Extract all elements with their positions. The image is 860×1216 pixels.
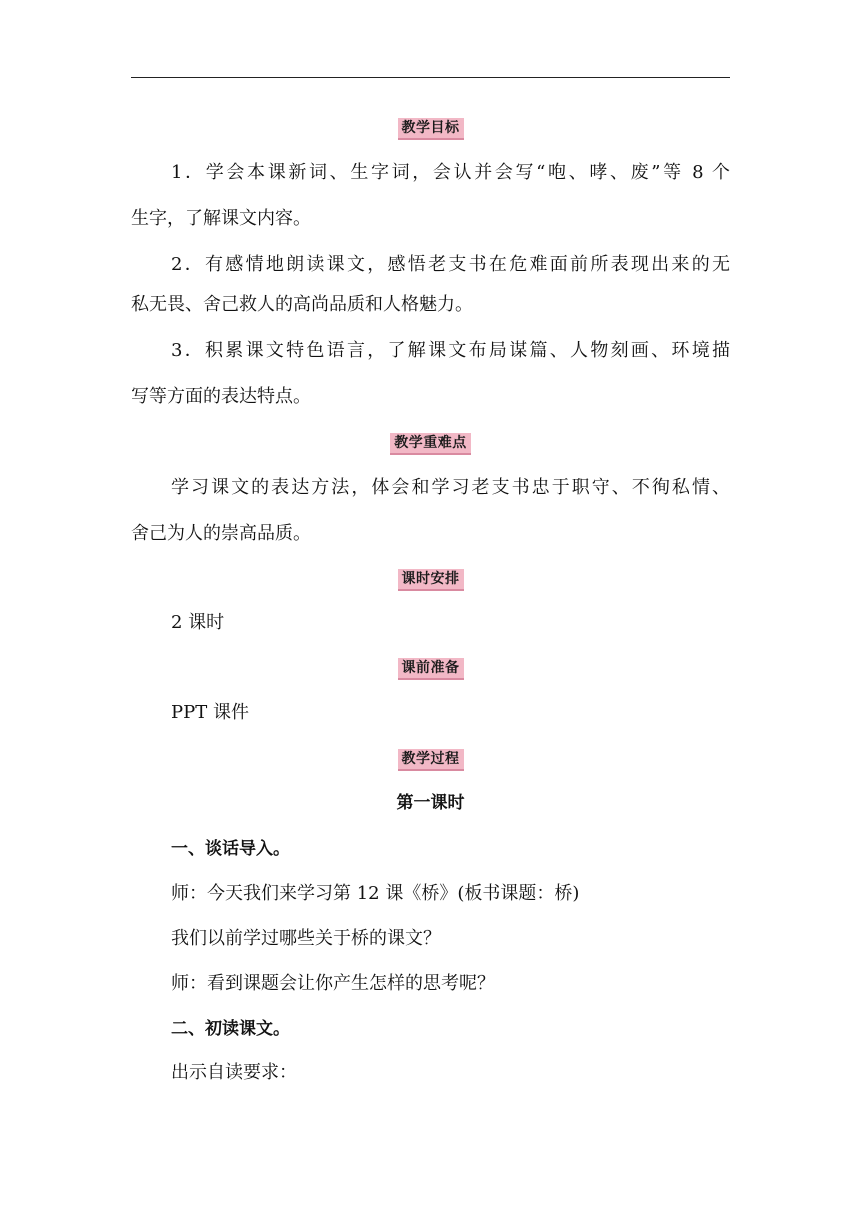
- key-line-2: 舍己为人的崇高品质。: [131, 523, 311, 544]
- goals-heading-row: [131, 117, 730, 145]
- lesson-title: 第一课时: [396, 793, 465, 813]
- goal-2-line-2: 私无畏、舍己救人的高尚品质和人格魅力。: [131, 294, 473, 315]
- process-heading-badge: 教学过程: [398, 749, 464, 771]
- step-1-line-2: 我们以前学过哪些关于桥的课文？: [171, 928, 441, 949]
- key-heading-row: [131, 432, 730, 460]
- goal-3-line-1: 3．积累课文特色语言，了解课文布局谋篇、人物刻画、环境描: [171, 340, 730, 361]
- prep-heading-row: [131, 657, 730, 685]
- goal-2-line-1: 2．有感情地朗读课文，感悟老支书在危难面前所表现出来的无: [171, 254, 730, 275]
- step-2-line-1: 出示自读要求：: [171, 1062, 297, 1083]
- key-heading-badge: 教学重难点: [390, 433, 471, 455]
- schedule-text: 2 课时: [171, 612, 225, 633]
- schedule-heading-badge: 课时安排: [398, 569, 464, 591]
- goals-heading-badge: 教学目标: [398, 118, 464, 140]
- goal-1-line-1: 1．学会本课新词、生字词，会认并会写“咆、哮、废”等 8 个: [171, 162, 730, 183]
- goal-1-line-2: 生字，了解课文内容。: [131, 208, 311, 229]
- step-1-line-1: 师：今天我们来学习第 12 课《桥》(板书课题：桥): [171, 883, 580, 904]
- header-rule: [131, 77, 730, 78]
- step-2-heading: 二、初读课文。: [171, 1019, 290, 1039]
- prep-text: PPT 课件: [171, 702, 249, 723]
- schedule-heading-row: [131, 568, 730, 596]
- key-line-1: 学习课文的表达方法，体会和学习老支书忠于职守、不徇私情、: [171, 477, 730, 498]
- document-page: [131, 0, 730, 1216]
- step-1-heading: 一、谈话导入。: [171, 839, 290, 859]
- goal-3-line-2: 写等方面的表达特点。: [131, 386, 311, 407]
- prep-heading-badge: 课前准备: [398, 658, 464, 680]
- process-heading-row: [131, 748, 730, 776]
- step-1-line-3: 师：看到课题会让你产生怎样的思考呢？: [171, 973, 495, 994]
